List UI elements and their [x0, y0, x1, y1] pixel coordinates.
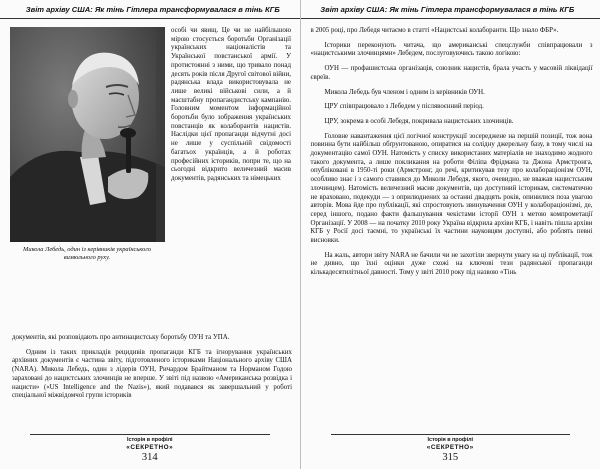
footer-left: [0, 434, 300, 469]
footer-series: Історія в профілі: [427, 437, 474, 443]
footer-series: Історія в профілі: [126, 437, 173, 443]
syllogism-item: ЦРУ, зокрема в особі Лебедя, покривала нацистських злочинців.: [324, 117, 514, 125]
footer-right: [301, 434, 600, 469]
left-column-paragraph: особі чи явищ. Це чи не найбільшою мірою стосується боротьби Організації українських націоналістів та Української повстанської армії. У протистоянні з ними, що тривало понад десять років після Другої світової війни, радянська влада використовувала не лише великі військові сили, а й масштабну пропагандистську кампанію. Головним моментом інформаційної боротьби було зображення українських повстанців як колаборантів нацистів. Наслідки цієї пропаганди відчутні досі не лише у суспільній свідомості багатьох українців, а й роботах професійних істориків, попри те, що на сьогодні відкрито величезний масив документів, радянських та німецьких: [171, 27, 291, 182]
page-number-right: 315: [442, 452, 459, 463]
left-column-text: [171, 27, 291, 184]
syllogism-item: ЦРУ співпрацювало з Лебедем у післявоєнний період.: [324, 103, 484, 111]
portrait-photo: [10, 27, 165, 242]
right-paragraph-1: Історики переконують читача, що американські спецслужби співпрацювали з «нацистськими злочинцями» Лебедем, послуговуючись такою логікою:: [310, 41, 593, 58]
right-paragraph-2: Головне навантаження цієї логічної конструкції зосереджене на першій позиції, тож вона повинна бути найбільш обґрунтованою, опиратися на солідну джерельну базу, в тому числі на документацію самої ОУН. Натомість у списку використаних матеріалів не знаходимо жодного такого документа, а лише покликання на роботи Філіпа Фрідмана та Джона Армстронга, опубліковані в 1950-ті роки (Армстронг, до речі, критикував тезу про колабораціонізм ОУН, особливо знає і з самого ставився до Миколи Лебедя, якого, очевидно, не вважав нацистським злочинцем). Натомість величезний масив документів, що доступний історикам, систематично не враховано, подекуди — з оприлюднених за останні двадцять років, опинилися поза увагою авторів. Мова йде про публікації, які спростовують звинувачення ОУН у колабораціонізмі, де, серед іншого, подано факти фальшування чекістами історії ОУН з метою компрометації Організації. У 2008 — на початку 2010 року Україна відкрила архіви КГБ, і навіть пішла архіви КГБ у Росії досі таємні, то українські їх частини науковцям доступні, або роблять певні висновки.: [310, 132, 593, 245]
left-paragraph-2: Одним із таких прикладів рецидивів пропаганди КГБ та ігнорування українських архівних документів є частина звіту, підготовленого істориками Національного архіву США (NARA). Микола Лебедь, один з лідерів ОУН, Ричардом Брайтманом та Норманом Годою зараховані до нацистських злочинців не вперше. У звіті під назвою «Американська розвідка і нацисти» («US Intelligence and the Nazis»), який подавався як завершальний у роботі спеціальної міжвідомчої групи істориків: [12, 348, 292, 400]
right-page: [301, 0, 600, 469]
portrait-photo-icon: [10, 27, 165, 242]
page-number-left: 314: [141, 452, 158, 463]
syllogism-item: Микола Лебедь був членом і одним із керівників ОУН.: [324, 88, 485, 96]
left-full-width-text: [12, 334, 292, 401]
running-header-left: Звіт архіву США: Як тінь Гітлера трансформувалася в тінь КГБ: [0, 0, 300, 19]
right-text-block: [311, 27, 593, 278]
right-intro: в 2005 році, про Лебедя читаємо в статті «Нацистські колаборанти. Що знало ФБР».: [310, 27, 559, 34]
footer-brand: «СЕКРЕТНО»: [426, 444, 474, 451]
photo-caption: Микола Лебедь, один із керівників українського визвольного руху.: [23, 246, 151, 261]
footer-brand: «СЕКРЕТНО»: [126, 444, 174, 451]
left-continuation: документів, які розповідають про антинацистську боротьбу ОУН та УПА.: [12, 334, 230, 341]
right-paragraph-3: На жаль, автори звіту NARA не бачили чи не захотіли звернути увагу на ці публікації, тож не дивно, що їхні оцінки дуже схожі на ключові тези радянської пропаганди кількадесятилітньої давності. Тому у звіті 2010 року під назвою «Тінь: [310, 251, 593, 277]
running-header-right: Звіт архіву США: Як тінь Гітлера трансформувалася в тінь КГБ: [301, 0, 600, 19]
syllogism-item: ОУН — профашистська організація, союзник нацистів, брала участь у масовій ліквідації євреїв.: [310, 65, 593, 81]
